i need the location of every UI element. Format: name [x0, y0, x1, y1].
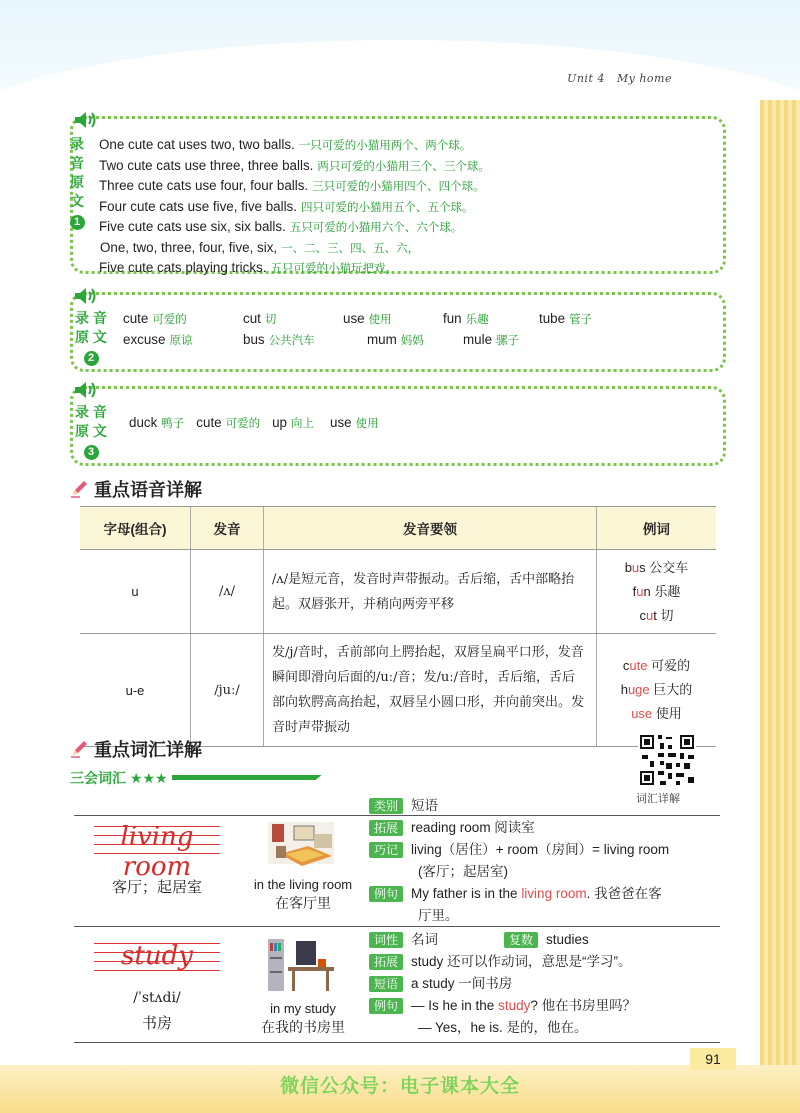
qr-caption: 词汇详解	[636, 793, 680, 805]
chant-line: Three cute cats use four, four balls. 三只可爱的小猫用四个、四个球。	[99, 178, 485, 193]
example-word: huge 巨大的	[620, 682, 693, 697]
chant-line: Four cute cats use five, five balls. 四只可爱的小猫用五个、五个球。	[99, 198, 474, 214]
def-tag: 拓展	[369, 954, 403, 970]
headword-phonetic: /ˈstʌdi/	[133, 990, 181, 1006]
example-word: fun 乐趣	[632, 583, 681, 599]
word-rows: cute 可爱的 cut 切 use 使用 fun 乐趣 tube 管子 excuse 原谅 bus 公共汽车 mum 妈妈 mule 骡子	[123, 311, 593, 347]
vocab-section-title: 重点词汇详解	[70, 736, 202, 762]
illustration-caption: in my study 在我的书房里	[261, 1001, 345, 1035]
page-number: 91	[690, 1048, 736, 1070]
headword: living room	[120, 822, 194, 882]
def-tag: 例句	[369, 886, 403, 902]
def-row: 拓展 study 还可以作动词，意思是“学习”。	[369, 951, 636, 973]
recording-box-3	[70, 386, 726, 466]
track-number: 2	[84, 351, 99, 366]
sound-cell: /ʌ/	[191, 550, 264, 634]
chant-line: Five cute cats playing tricks. 五只可爱的小猫玩把戏。	[99, 260, 397, 275]
page-header	[555, 72, 672, 85]
def-row: 拓展 reading room 阅读室	[369, 817, 669, 839]
table-row	[80, 634, 716, 747]
def-tag: 巧记	[369, 842, 403, 858]
column-header: 发音	[191, 507, 264, 550]
speaker-icon	[73, 287, 97, 305]
def-tag: 例句	[369, 998, 403, 1014]
speaker-icon	[73, 381, 97, 399]
def-row: 类别 短语	[369, 795, 669, 817]
divider	[74, 926, 720, 927]
divider	[74, 1042, 720, 1043]
chant-line: One, two, three, four, five, six, 一、二、三、四、五、六，	[100, 239, 420, 255]
recording-box-1	[70, 116, 726, 274]
track-number: 3	[84, 445, 99, 460]
vocab-subtitle: 三会词汇 ★★★	[70, 768, 322, 788]
phonics-table	[80, 506, 716, 747]
def-row: (客厅；起居室)	[418, 864, 508, 879]
footer-watermark: 微信公众号：电子课本大全	[279, 1076, 520, 1097]
example-word: bus 公交车	[624, 559, 689, 575]
handwriting-lines	[94, 943, 220, 979]
headword: study	[121, 941, 193, 971]
example-cont: 厅里。	[418, 908, 459, 923]
book-edge	[760, 100, 800, 1113]
side-label: 录 音 原 文 2	[75, 310, 107, 364]
column-header: 字母(组合)	[80, 507, 191, 550]
tip-cell: 发/j/音时，舌前部向上腭抬起，双唇呈扁平口形，发音瞬间即滑向后面的/uː/音；发/uː/音时，舌后缩，舌后部向软腭高高抬起，双唇呈小圆口形，并向前突出。发音时声带振动	[264, 634, 597, 747]
def-row: 巧记 living（居住）+ room（房间）= living room	[369, 839, 669, 861]
def-tag: 词性	[369, 932, 403, 948]
living-room-illustration	[266, 818, 336, 868]
chant-line: One cute cat uses two, two balls. 一只可爱的小猫用两个、两个球。	[99, 137, 472, 152]
example-word: cute 可爱的	[622, 658, 691, 673]
qr-code[interactable]	[638, 733, 696, 787]
def-row: 短语 a study 一间书房	[369, 973, 636, 995]
column-header: 例词	[597, 507, 717, 550]
pencil-icon	[70, 480, 88, 498]
table-header-row	[80, 507, 716, 550]
unit-label: Unit 4	[567, 72, 605, 85]
unit-title: My home	[616, 72, 672, 85]
illustration-caption: in the living room 在客厅里	[253, 877, 353, 911]
def-tag: 类别	[369, 798, 403, 814]
letter-cell: u-e	[80, 634, 191, 747]
table-row	[80, 550, 716, 634]
example-word: cut 切	[639, 607, 674, 623]
chant-line: Five cute cats use six, six balls. 五只可爱的小猫用六个、六个球。	[99, 219, 463, 234]
pencil-icon	[70, 740, 88, 758]
handwriting-lines	[94, 822, 220, 882]
sound-cell: /juː/	[191, 634, 264, 747]
def-row: 词性 名词 复数 studies	[369, 929, 636, 951]
example-row: 例句 My father is in the living room. 我爸爸在客	[369, 883, 669, 905]
headword-meaning: 客厅；起居室	[111, 878, 202, 896]
phonics-section-title: 重点语音详解	[70, 476, 202, 502]
chant-line: Two cute cats use three, three balls. 两只可爱的小猫用三个、三个球。	[99, 157, 490, 173]
definitions-study	[369, 929, 636, 1039]
chant-lines	[99, 135, 490, 279]
definitions-living-room	[369, 795, 669, 927]
word-row: duck 鸭子 cute 可爱的 up 向上 use 使用	[129, 415, 379, 430]
example-word: use 使用	[631, 706, 682, 721]
headword-meaning: 书房	[141, 1014, 172, 1032]
speaker-icon	[73, 111, 97, 129]
side-label: 录 音 原 文 3	[75, 404, 107, 458]
def-tag: 拓展	[369, 820, 403, 836]
examples-cell	[597, 550, 717, 634]
tip-cell: /ʌ/是短元音，发音时声带振动。舌后缩，舌中部略抬起。双唇张开，并稍向两旁平移	[264, 550, 597, 634]
study-illustration	[266, 937, 336, 995]
def-tag: 短语	[369, 976, 403, 992]
side-label: 录 音 原 文 1	[70, 136, 84, 228]
column-header: 发音要领	[264, 507, 597, 550]
example-cont: — Yes，he is. 是的，他在。	[418, 1020, 588, 1035]
examples-cell	[597, 634, 717, 747]
track-number: 1	[70, 215, 85, 230]
letter-cell: u	[80, 550, 191, 634]
subtitle-bar	[172, 775, 322, 780]
example-row: 例句 — Is he in the study? 他在书房里吗？	[369, 995, 636, 1017]
def-tag: 复数	[504, 932, 538, 948]
recording-box-2	[70, 292, 726, 372]
